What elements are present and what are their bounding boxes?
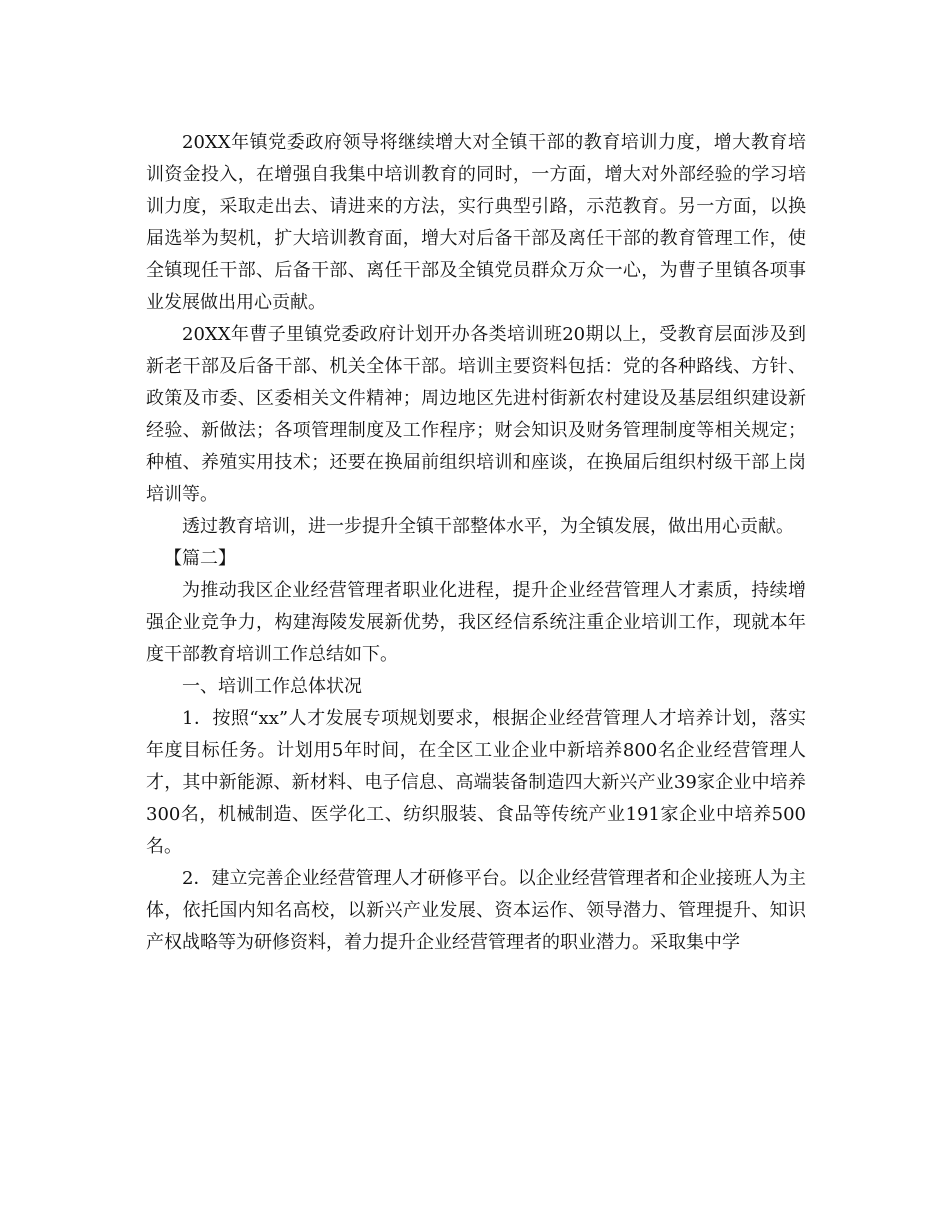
paragraph: 透过教育培训，进一步提升全镇干部整体水平，为全镇发展，做出用心贡献。 [182,516,794,537]
paragraph: 20XX年曹子里镇党委政府计划开办各类培训班20期以上，受教育层面涉及到新老干部及后备干部、机关全体干部。培训主要资料包括：党的各种路线、方针、政策及市委、区委相关文件精神；周边地区先进村街新农村建设及基层组织建设新经验、新做法；各项管理制度及工作程序；财会知识及财务管理制度等相关规定；种植、养殖实用技术；还要在换届前组织培训和座谈，在换届后组织村级干部上岗培训等。 [146,324,806,505]
section-heading: 【篇二】 [164,548,236,569]
paragraph: 1．按照“xx”人才发展专项规划要求，根据企业经营管理人才培养计划，落实年度目标任务。计划用5年时间，在全区工业企业中新培养800名企业经营管理人才，其中新能源、新材料、电子信息、高端装备制造四大新兴产业39家企业中培养300名，机械制造、医学化工、纺织服装、食品等传统产业191家企业中培养500名。 [146,708,806,857]
paragraph: 为推动我区企业经营管理者职业化进程，提升企业经营管理人才素质，持续增强企业竞争力，构建海陵发展新优势，我区经信系统注重企业培训工作，现就本年度干部教育培训工作总结如下。 [146,580,806,665]
subsection-heading: 一、培训工作总体状况 [182,676,362,697]
paragraph: 2．建立完善企业经营管理人才研修平台。以企业经营管理者和企业接班人为主体，依托国内知名高校，以新兴产业发展、资本运作、领导潜力、管理提升、知识产权战略等为研修资料，着力提升企业经营管理者的职业潜力。采取集中学 [146,868,806,953]
paragraph: 20XX年镇党委政府领导将继续增大对全镇干部的教育培训力度，增大教育培训资金投入，在增强自我集中培训教育的同时，一方面，增大对外部经验的学习培训力度，采取走出去、请进来的方法，实行典型引路，示范教育。另一方面，以换届选举为契机，扩大培训教育面，增大对后备干部及离任干部的教育管理工作，使全镇现任干部、后备干部、离任干部及全镇党员群众万众一心，为曹子里镇各项事业发展做出用心贡献。 [146,132,806,313]
document-body [146,127,806,959]
